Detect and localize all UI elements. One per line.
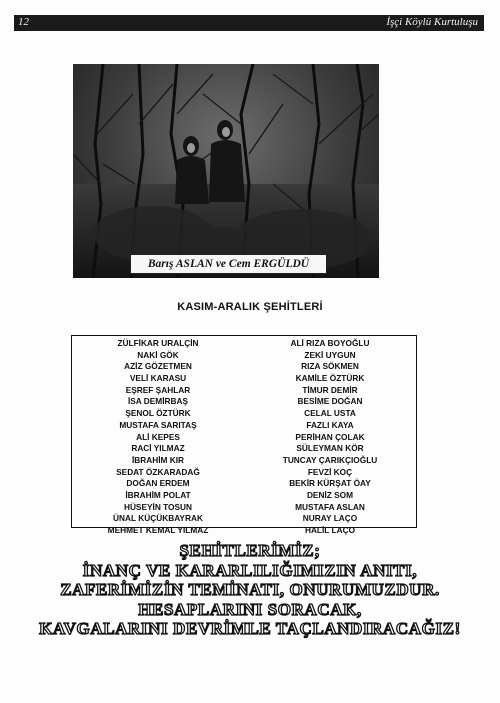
martyr-name: MEHMET KEMAL YILMAZ	[107, 525, 209, 535]
page-header	[14, 15, 484, 31]
slogan-line: ZAFERİMİZİN TEMİNATI, ONURUMUZDUR.	[60, 580, 440, 599]
martyr-name: İBRAHİM KIR	[131, 454, 185, 465]
martyr-name: ÜNAL KÜÇÜKBAYRAK	[113, 513, 203, 524]
martyr-name: HÜSEYİN TOSUN	[123, 501, 193, 512]
martyr-name: DENİZ SOM	[306, 489, 354, 500]
forest-scene-illustration	[73, 64, 379, 278]
martyr-name: BEKİR KÜRŞAT ÖAY	[289, 478, 371, 489]
martyr-name: ŞENOL ÖZTÜRK	[125, 408, 191, 419]
page-number: 12	[18, 16, 29, 28]
martyr-name: NURAY LAÇO	[302, 513, 358, 524]
martyr-name: ZEKİ UYGUN	[304, 349, 356, 360]
martyr-name: MUSTAFA SARITAŞ	[119, 419, 197, 430]
martyr-name: TUNCAY ÇARIKÇIOĞLU	[282, 454, 378, 465]
martyr-name: SEDAT ÖZKARADAĞ	[116, 466, 200, 477]
martyr-name: İBRAHİM POLAT	[125, 489, 191, 500]
martyr-name: VELİ KARASU	[129, 373, 187, 384]
slogan-line: İNANÇ VE KARARLILIĞIMIZIN ANITI,	[82, 560, 418, 580]
martyr-name: NAKİ GÖK	[137, 349, 179, 360]
martyrs-column-right	[244, 338, 416, 537]
martyr-name: KAMİLE ÖZTÜRK	[295, 373, 365, 384]
martyr-name: AZİZ GÖZETMEN	[124, 361, 192, 372]
martyr-name: ALİ KEPES	[136, 431, 180, 442]
slogan-line: ŞEHİTLERİMİZ;	[179, 541, 321, 560]
martyr-name: BESİME DOĞAN	[297, 396, 363, 407]
slogan-line: HESAPLARINI SORACAK,	[138, 599, 362, 619]
publication-name: İşçi Köylü Kurtuluşu	[386, 16, 478, 28]
guerrilla-photo	[73, 64, 379, 278]
martyr-name: CELAL USTA	[304, 408, 356, 419]
martyr-name: PERİHAN ÇOLAK	[295, 431, 365, 442]
martyr-name: TİMUR DEMİR	[302, 384, 358, 395]
martyr-name: MUSTAFA ASLAN	[295, 501, 365, 512]
martyr-name: ZÜLFİKAR URALÇİN	[117, 338, 199, 348]
martyrs-list	[71, 335, 417, 535]
slogan-line: KAVGALARINI DEVRİMLE TAÇLANDIRACAĞIZ!	[39, 619, 461, 638]
martyr-name: DOĞAN ERDEM	[126, 478, 190, 489]
martyr-name: EŞREF ŞAHLAR	[125, 384, 191, 395]
photo-caption: Barış ASLAN ve Cem ERGÜLDÜ	[130, 254, 327, 274]
section-title: KASIM-ARALIK ŞEHİTLERİ	[177, 301, 323, 313]
martyrs-column-left	[72, 338, 244, 537]
martyr-name: FEVZİ KOÇ	[307, 466, 353, 477]
martyr-name: RIZA SÖKMEN	[301, 361, 359, 372]
martyr-name: İSA DEMİRBAŞ	[127, 396, 189, 407]
martyr-name: RACİ YILMAZ	[131, 443, 185, 454]
martyr-name: HALİL LAÇO	[304, 525, 356, 535]
martyr-name: FAZLI KAYA	[306, 419, 354, 430]
slogan-block	[0, 541, 500, 639]
martyr-name: ALİ RIZA BOYOĞLU	[290, 338, 370, 348]
martyr-name: SÜLEYMAN KÖR	[296, 443, 364, 454]
